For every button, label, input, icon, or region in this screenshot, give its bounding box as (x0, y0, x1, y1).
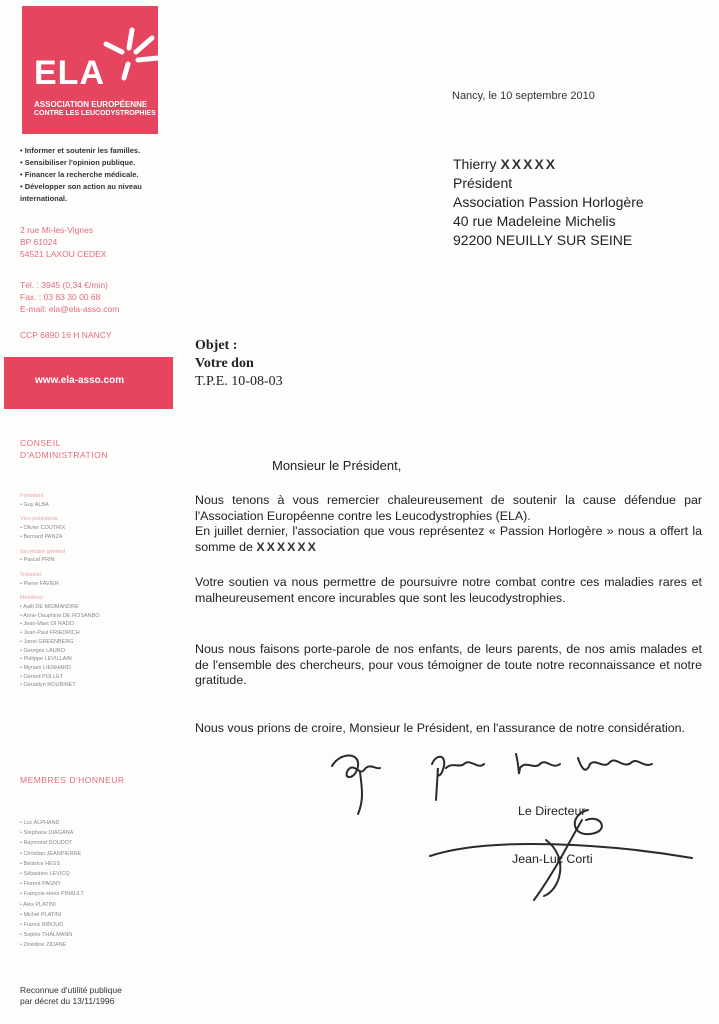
honor-member: • Zinédine ZIDANE (20, 942, 67, 949)
website-link: www.ela-asso.com (35, 375, 125, 386)
signer-title: Le Directeur (518, 804, 586, 818)
honor-member: • Béatrice HESS (20, 860, 61, 867)
address-line: 54521 LAXOU CEDEX (20, 249, 107, 259)
board-member: • Anne-Dauphine DE ROSANBO (20, 612, 100, 619)
paragraph-1-a: Nous tenons à vous remercier chaleureusement de soutenir la cause défendue par l'Association Européenne contre les Leucodystrophies (ELA). (195, 493, 702, 523)
board-member: • Aalti DE MIOMANDRE (20, 604, 79, 611)
board-member: • Bernard PANZA (20, 533, 63, 540)
letter-date: Nancy, le 10 septembre 2010 (452, 90, 595, 102)
paragraph-1 (195, 493, 702, 555)
subject-label: Objet : (195, 338, 238, 353)
contact-block (20, 279, 119, 315)
paragraph-2: Votre soutien va nous permettre de poursuivre notre combat contre ces maladies rares et malheureusement encore incurables que sont les leucodystrophies. (195, 575, 702, 605)
honor-member: • Sébastien LEVICQ (20, 871, 70, 878)
recipient-line: 92200 NEUILLY SUR SEINE (453, 232, 633, 248)
board-role: Secrétaire général (20, 548, 65, 555)
honor-member: • Sophie THALMANN (20, 932, 73, 939)
recipient-line: Président (453, 175, 513, 191)
email: E-mail: ela@ela-asso.com (20, 304, 120, 314)
recipient-name-line (453, 155, 644, 174)
board-member: • Philippe LEVILLAIN (20, 656, 72, 663)
honor-member: • Raymond DOUDOT (20, 840, 73, 847)
board-role: Président (20, 493, 44, 499)
paragraph-3: Nous nous faisons porte-parole de nos enfants, de leurs parents, de nos amis malades et de l'ensemble des chercheurs, pour vous témoigner de toute notre reconnaissance et notre gratitude. (195, 642, 702, 688)
honor-member: • François-Henri PINAULT (20, 891, 84, 898)
board-title-line: CONSEIL (20, 438, 61, 448)
ela-logo (22, 6, 158, 134)
mission-item: • Financer la recherche médicale. (20, 170, 139, 179)
ccp-account: CCP 6890 16 H NANCY (20, 330, 112, 340)
logo-name: ELA (34, 54, 105, 92)
redacted-surname: XXXXX (500, 156, 558, 172)
board-role: Membres (20, 595, 43, 602)
board-role: Vice-présidents (20, 516, 58, 523)
board-member: • Janet GREENBERG (20, 638, 74, 645)
honor-member: • Luc ALPHAND (20, 820, 60, 826)
sender-address (20, 224, 106, 260)
missions-list (20, 145, 170, 205)
subject-reference: T.P.E. 10-08-03 (195, 374, 283, 389)
board-member: • Guy ALBA (20, 501, 49, 508)
honor-title: MEMBRES D'HONNEUR (20, 775, 125, 785)
board-role: Trésorier (20, 571, 42, 578)
paragraph-4: Nous vous prions de croire, Monsieur le Président, en l'assurance de notre considération. (195, 721, 685, 735)
board-member: • Gérard POLLET (20, 673, 64, 680)
board-member: • Pascal PRIN (20, 557, 55, 564)
recipient-name: Thierry (453, 156, 497, 172)
honor-list (20, 818, 180, 951)
board-member: • Olivier COUTRIX (20, 525, 66, 532)
decree-line: par décret du 13/11/1996 (20, 996, 115, 1006)
subject-block (195, 337, 283, 391)
board-member: • Géraldyn ROUBINET (20, 682, 76, 689)
subject-title: Votre don (195, 356, 254, 371)
decree-line: Reconnue d'utilité publique (20, 985, 122, 995)
mission-item: international. (20, 194, 68, 203)
mission-item: • Informer et soutenir les familles. (20, 146, 141, 155)
board-title-line: D'ADMINISTRATION (20, 450, 108, 460)
honor-member: • Franck RIBOUD (20, 922, 64, 929)
salutation: Monsieur le Président, (272, 458, 402, 473)
honor-member: • Stéphane DIAGANA (20, 830, 74, 837)
board-member: • Myriam LIENHARD (20, 664, 71, 671)
signer-name: Jean-Luc Corti (512, 852, 593, 866)
honor-member: • Florent PAGNY (20, 881, 61, 888)
telephone: Tél. : 3945 (0,34 €/min) (20, 280, 108, 290)
paragraph-1-b: En juillet dernier, l'association que vous représentez « Passion Horlogère » nous a offert la somme de (195, 524, 702, 554)
board-member: • Pierre FAVIER (20, 580, 59, 587)
address-line: BP 61024 (20, 237, 58, 247)
board-title (20, 437, 108, 461)
board-member: • Georges LAURO (20, 647, 66, 654)
logo-subtitle-2: CONTRE LES LEUCODYSTROPHIES (34, 110, 156, 117)
honor-member: • Michel PLATINI (20, 911, 62, 918)
recipient-line: 40 rue Madeleine Michelis (453, 213, 616, 229)
mission-item: • Sensibiliser l'opinion publique. (20, 158, 136, 167)
board-list (20, 492, 180, 690)
address-line: 2 rue Mi-les-Vignes (20, 225, 94, 235)
recipient-line: Association Passion Horlogère (453, 194, 644, 210)
board-member: • Jean-Paul FRIEDRICH (20, 630, 80, 637)
fax: Fax. : 03 83 30 00 68 (20, 292, 101, 302)
mission-item: • Développer son action au niveau (20, 182, 142, 191)
honor-member: • Christian JEANPIERRE (20, 850, 82, 857)
honor-member: • Alès PLATINI (20, 901, 56, 908)
logo-subtitle-1: ASSOCIATION EUROPÉENNE (34, 100, 148, 109)
recipient-block (453, 155, 644, 250)
handwritten-signature (320, 740, 700, 910)
decree-note (20, 985, 122, 1007)
board-member: • Jean-Marc DI RADO (20, 621, 74, 628)
redacted-amount: XXXXXX (256, 539, 318, 554)
